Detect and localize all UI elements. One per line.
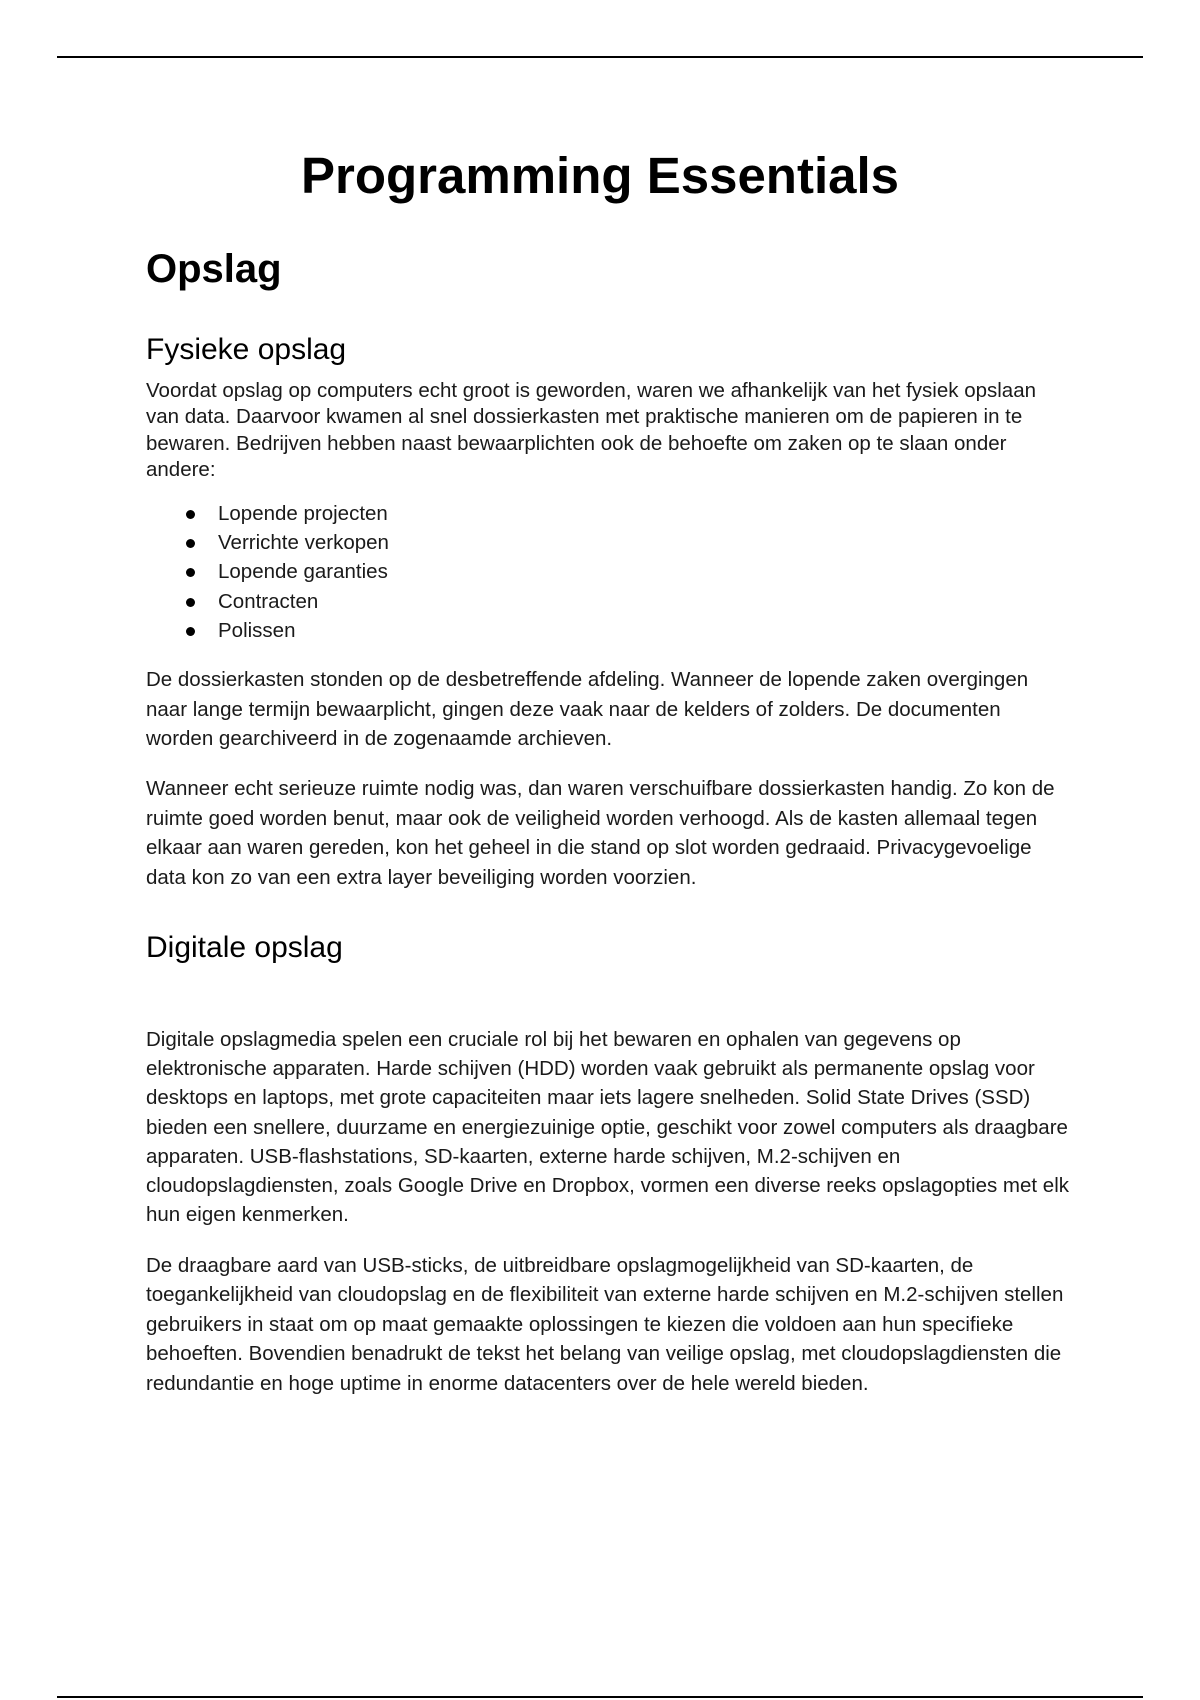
list-item bbox=[146, 557, 389, 586]
bottom-horizontal-rule bbox=[57, 1696, 1143, 1698]
list-item-label: Lopende garanties bbox=[218, 560, 388, 584]
list-item-label: Polissen bbox=[218, 618, 296, 642]
subheading-fysieke-opslag: Fysieke opslag bbox=[146, 333, 347, 366]
list-item bbox=[146, 499, 389, 528]
top-horizontal-rule bbox=[57, 56, 1143, 58]
subheading-digitale-opslag: Digitale opslag bbox=[146, 931, 343, 964]
section-heading-opslag: Opslag bbox=[146, 247, 282, 291]
document-title: Programming Essentials bbox=[300, 147, 900, 204]
list-item bbox=[146, 616, 389, 645]
paragraph-draagbare-aard: De draagbare aard van USB-sticks, de uitbreidbare opslagmogelijkheid van SD-kaarten, de toegankelijkheid van cloudopslag en de flexibiliteit van externe harde schijven en M.2-schijven stellen gebruikers in staat om op maat gemaakte oplossingen te kiezen die voldoen aan hun specifieke behoeften. Bovendien benadrukt de tekst het belang van veilige opslag, met cloudopslagdiensten die redundantie en hoge uptime in enorme datacenters over de hele wereld bieden. bbox=[146, 1254, 1064, 1395]
list-item bbox=[146, 528, 389, 557]
list-item-label: Contracten bbox=[218, 589, 319, 613]
list-item-label: Verrichte verkopen bbox=[218, 531, 389, 555]
bullet-icon bbox=[186, 627, 195, 636]
bullet-list bbox=[146, 499, 389, 645]
bullet-icon bbox=[186, 510, 195, 519]
paragraph-fysieke-intro: Voordat opslag op computers echt groot is geworden, waren we afhankelijk van het fysiek opslaan van data. Daarvoor kwamen al snel dossierkasten met praktische manieren om de papieren in te bewaren. Bedrijven hebben naast bewaarplichten ook de behoefte om zaken op te slaan onder andere: bbox=[146, 379, 1036, 482]
list-item-label: Lopende projecten bbox=[218, 502, 388, 525]
paragraph-dossierkasten: De dossierkasten stonden op de desbetreffende afdeling. Wanneer de lopende zaken overgingen naar lange termijn bewaarplicht, gingen deze vaak naar de kelders of zolders. De documenten worden gearchiveerd in de zogenaamde archieven. bbox=[146, 668, 1029, 750]
bullet-icon bbox=[186, 598, 195, 607]
bullet-icon bbox=[186, 539, 195, 548]
paragraph-verschuifbare-kasten: Wanneer echt serieuze ruimte nodig was, dan waren verschuifbare dossierkasten handig. Zo kon de ruimte goed worden benut, maar ook de veiligheid worden verhoogd. Als de kasten allemaal tegen elkaar aan waren gereden, kon het geheel in die stand op slot worden gedraaid. Privacygevoelige data kon zo van een extra layer beveiliging worden voorzien. bbox=[146, 777, 1055, 889]
paragraph-digitale-opslagmedia: Digitale opslagmedia spelen een cruciale rol bij het bewaren en ophalen van gegevens op elektronische apparaten. Harde schijven (HDD) worden vaak gebruikt als permanente opslag voor desktops en laptops, met grote capaciteiten maar iets lagere snelheden. Solid State Drives (SSD) bieden een snellere, duurzame en energiezuinige optie, geschikt voor zowel computers als draagbare apparaten. USB-flashstations, SD-kaarten, externe harde schijven, M.2-schijven en cloudopslagdiensten, zoals Google Drive en Dropbox, vormen een diverse reeks opslagopties met elk hun eigen kenmerken. bbox=[146, 1028, 1070, 1227]
list-item bbox=[146, 587, 389, 616]
bullet-icon bbox=[186, 568, 195, 577]
